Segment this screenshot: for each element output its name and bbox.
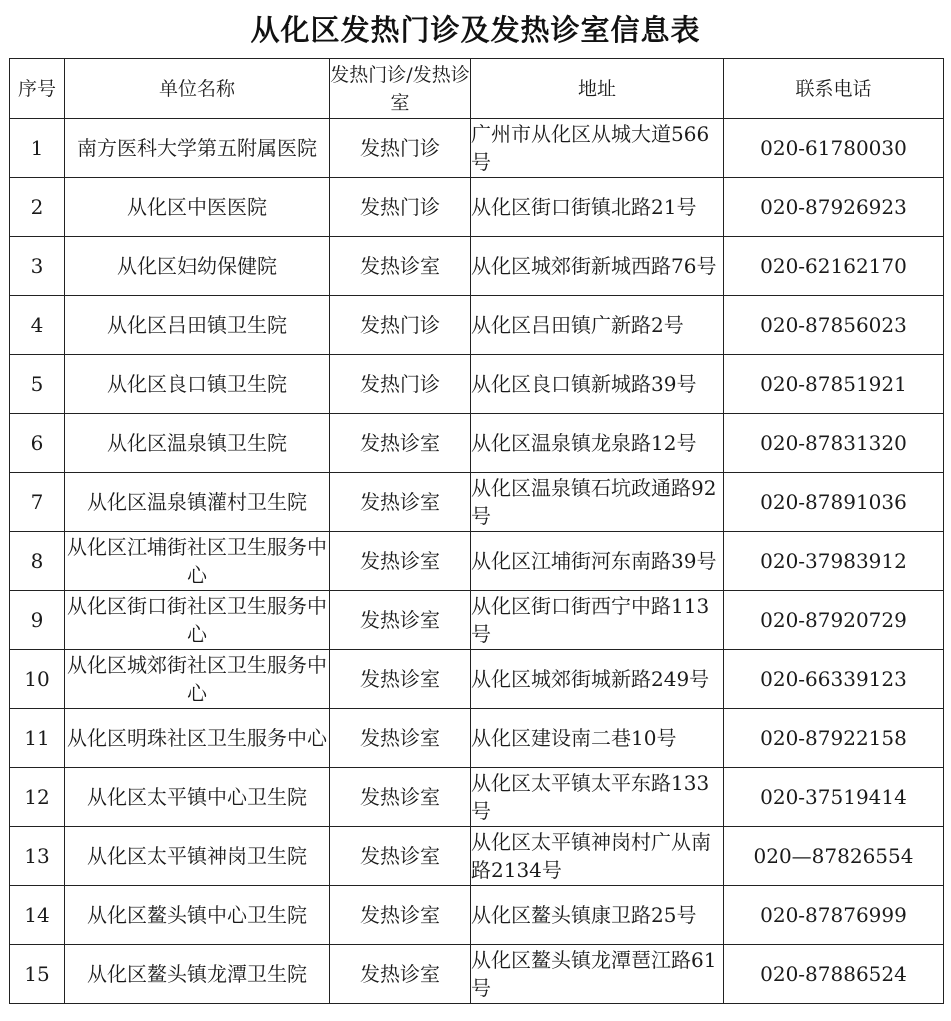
cell-type: 发热诊室	[330, 237, 471, 296]
cell-no: 15	[10, 945, 65, 1004]
cell-no: 10	[10, 650, 65, 709]
cell-address: 从化区鳌头镇龙潭琶江路61号	[471, 945, 724, 1004]
table-row	[10, 709, 944, 768]
cell-address: 从化区鳌头镇康卫路25号	[471, 886, 724, 945]
table-row	[10, 355, 944, 414]
cell-phone: 020-87926923	[724, 178, 944, 237]
cell-type: 发热诊室	[330, 591, 471, 650]
cell-no: 5	[10, 355, 65, 414]
cell-phone: 020-87920729	[724, 591, 944, 650]
table-row	[10, 178, 944, 237]
cell-type: 发热诊室	[330, 414, 471, 473]
cell-unit: 从化区中医医院	[65, 178, 330, 237]
cell-address: 从化区街口街西宁中路113号	[471, 591, 724, 650]
header-unit: 单位名称	[65, 59, 330, 119]
cell-unit: 从化区鳌头镇中心卫生院	[65, 886, 330, 945]
cell-no: 3	[10, 237, 65, 296]
table-row	[10, 768, 944, 827]
cell-no: 6	[10, 414, 65, 473]
table-row	[10, 414, 944, 473]
cell-unit: 从化区吕田镇卫生院	[65, 296, 330, 355]
cell-type: 发热诊室	[330, 886, 471, 945]
cell-phone: 020-37519414	[724, 768, 944, 827]
header-type: 发热门诊/发热诊室	[330, 59, 471, 119]
cell-type: 发热门诊	[330, 355, 471, 414]
header-address: 地址	[471, 59, 724, 119]
cell-no: 9	[10, 591, 65, 650]
page-title: 从化区发热门诊及发热诊室信息表	[250, 13, 701, 47]
cell-unit: 从化区妇幼保健院	[65, 237, 330, 296]
cell-unit: 从化区江埔街社区卫生服务中心	[65, 532, 330, 591]
table-header-row	[10, 59, 944, 119]
cell-phone: 020-87891036	[724, 473, 944, 532]
cell-no: 12	[10, 768, 65, 827]
cell-no: 14	[10, 886, 65, 945]
cell-address: 从化区良口镇新城路39号	[471, 355, 724, 414]
cell-phone: 020-87922158	[724, 709, 944, 768]
cell-phone: 020-37983912	[724, 532, 944, 591]
cell-type: 发热门诊	[330, 119, 471, 178]
cell-address: 从化区街口街镇北路21号	[471, 178, 724, 237]
cell-type: 发热门诊	[330, 178, 471, 237]
cell-address: 从化区建设南二巷10号	[471, 709, 724, 768]
cell-phone: 020-87856023	[724, 296, 944, 355]
cell-address: 从化区太平镇神岗村广从南路2134号	[471, 827, 724, 886]
cell-unit: 从化区太平镇中心卫生院	[65, 768, 330, 827]
cell-unit: 从化区良口镇卫生院	[65, 355, 330, 414]
table-row	[10, 945, 944, 1004]
cell-unit: 从化区鳌头镇龙潭卫生院	[65, 945, 330, 1004]
info-table	[9, 58, 944, 1004]
cell-unit: 南方医科大学第五附属医院	[65, 119, 330, 178]
table-row	[10, 886, 944, 945]
cell-address: 从化区温泉镇石坑政通路92号	[471, 473, 724, 532]
cell-no: 13	[10, 827, 65, 886]
table-row	[10, 591, 944, 650]
table-row	[10, 237, 944, 296]
cell-type: 发热诊室	[330, 768, 471, 827]
cell-unit: 从化区明珠社区卫生服务中心	[65, 709, 330, 768]
cell-unit: 从化区太平镇神岗卫生院	[65, 827, 330, 886]
cell-type: 发热诊室	[330, 827, 471, 886]
cell-no: 8	[10, 532, 65, 591]
cell-address: 从化区吕田镇广新路2号	[471, 296, 724, 355]
cell-address: 从化区城郊街新城西路76号	[471, 237, 724, 296]
cell-type: 发热诊室	[330, 709, 471, 768]
cell-type: 发热诊室	[330, 473, 471, 532]
table-row	[10, 532, 944, 591]
cell-address: 从化区温泉镇龙泉路12号	[471, 414, 724, 473]
cell-phone: 020-87876999	[724, 886, 944, 945]
cell-type: 发热门诊	[330, 296, 471, 355]
cell-address: 广州市从化区从城大道566号	[471, 119, 724, 178]
cell-type: 发热诊室	[330, 650, 471, 709]
cell-unit: 从化区街口街社区卫生服务中心	[65, 591, 330, 650]
cell-address: 从化区城郊街城新路249号	[471, 650, 724, 709]
cell-phone: 020—87826554	[724, 827, 944, 886]
cell-address: 从化区江埔街河东南路39号	[471, 532, 724, 591]
cell-phone: 020-87886524	[724, 945, 944, 1004]
table-row	[10, 473, 944, 532]
table-row	[10, 827, 944, 886]
cell-type: 发热诊室	[330, 532, 471, 591]
cell-no: 1	[10, 119, 65, 178]
header-phone: 联系电话	[724, 59, 944, 119]
cell-no: 7	[10, 473, 65, 532]
cell-phone: 020-66339123	[724, 650, 944, 709]
cell-unit: 从化区温泉镇灌村卫生院	[65, 473, 330, 532]
cell-unit: 从化区城郊街社区卫生服务中心	[65, 650, 330, 709]
cell-no: 2	[10, 178, 65, 237]
cell-type: 发热诊室	[330, 945, 471, 1004]
table-row	[10, 650, 944, 709]
cell-phone: 020-61780030	[724, 119, 944, 178]
table-row	[10, 296, 944, 355]
header-no: 序号	[10, 59, 65, 119]
cell-no: 11	[10, 709, 65, 768]
table-row	[10, 119, 944, 178]
cell-phone: 020-87831320	[724, 414, 944, 473]
cell-address: 从化区太平镇太平东路133号	[471, 768, 724, 827]
cell-phone: 020-62162170	[724, 237, 944, 296]
cell-phone: 020-87851921	[724, 355, 944, 414]
cell-unit: 从化区温泉镇卫生院	[65, 414, 330, 473]
cell-no: 4	[10, 296, 65, 355]
